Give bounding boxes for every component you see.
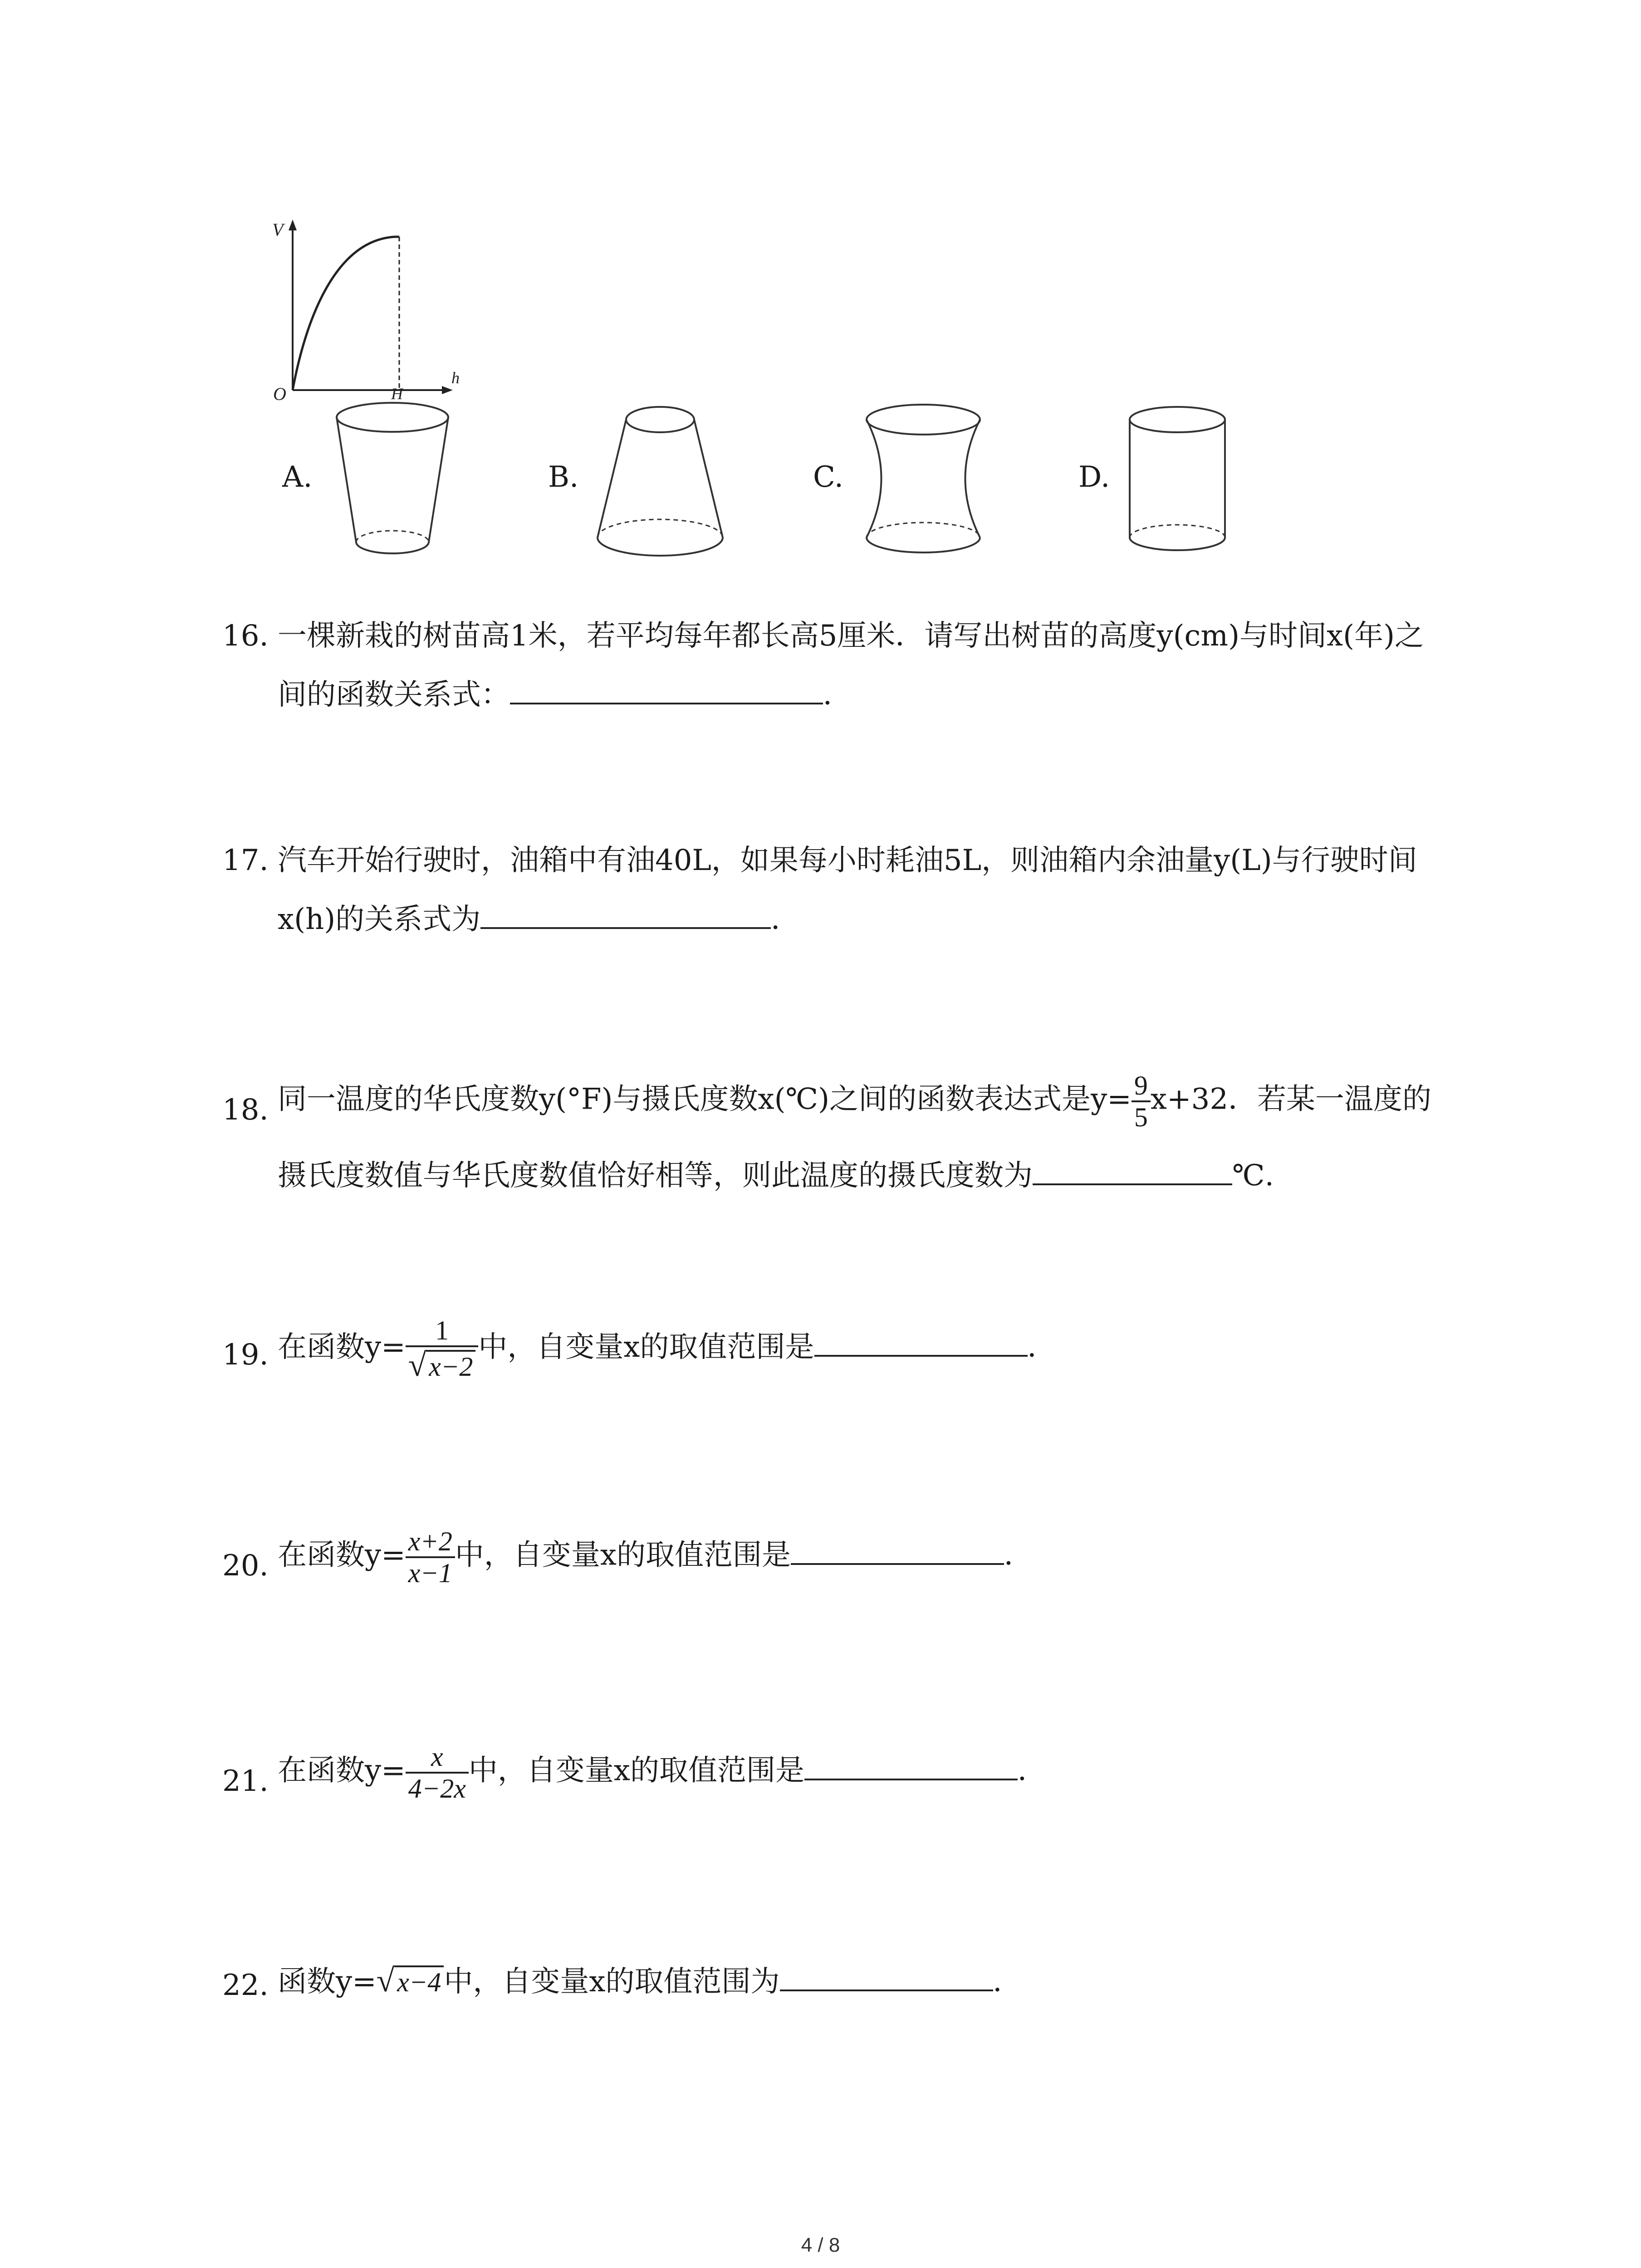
question-18-number: 18.: [222, 1093, 269, 1127]
question-17-end: ．: [771, 903, 800, 936]
question-19-radicand: x−2: [426, 1350, 475, 1382]
question-21-text-pre: 在函数y=: [278, 1754, 406, 1788]
question-20-fraction-denominator: x−1: [408, 1558, 452, 1588]
question-20-fraction: [406, 1526, 455, 1588]
question-16-line1: 一棵新栽的树苗高1米，若平均每年都长高5厘米．请写出树苗的高度y(cm)与时间x(年)之: [278, 619, 1424, 653]
question-22-answer-blank[interactable]: [780, 1986, 993, 1991]
question-19-line: [278, 1315, 1057, 1383]
question-19-fraction: [406, 1315, 479, 1383]
question-19-end: ．: [1027, 1330, 1057, 1364]
question-19-number: 19.: [222, 1338, 269, 1372]
container-a-icon: [327, 395, 458, 562]
question-21-fraction-denominator: 4−2x: [408, 1774, 466, 1804]
option-b-label: B.: [548, 460, 579, 494]
container-b-icon: [592, 395, 728, 562]
question-22-radical: √ x−4: [377, 1964, 444, 1997]
question-21-fraction: [406, 1742, 469, 1804]
question-20-text-post: 中，自变量x的取值范围是: [455, 1538, 791, 1572]
container-c-icon: [857, 395, 989, 562]
question-21-number: 21.: [222, 1765, 269, 1798]
page-number: 4 / 8: [801, 2234, 840, 2256]
volume-height-graph: [263, 213, 463, 404]
container-d-icon: [1123, 401, 1232, 556]
question-19-text-post: 中，自变量x的取值范围是: [478, 1330, 814, 1364]
question-18-fraction-denominator: 5: [1134, 1102, 1148, 1132]
question-18-text-b: x+32．若某一温度的: [1150, 1082, 1432, 1116]
question-18-end: ℃.: [1232, 1159, 1274, 1193]
question-18-text-a: 同一温度的华氏度数y(°F)与摄氏度数x(℃)之间的函数表达式是y=: [278, 1082, 1132, 1116]
question-17-line2: [278, 905, 800, 934]
question-18-line1: [278, 1070, 1431, 1132]
question-20-line: [278, 1526, 1033, 1588]
graph-origin-label: O: [273, 384, 286, 404]
question-20-text-pre: 在函数y=: [278, 1538, 406, 1572]
question-19-answer-blank[interactable]: [814, 1351, 1028, 1357]
question-18-answer-blank[interactable]: [1033, 1180, 1232, 1185]
question-19-text-pre: 在函数y=: [278, 1330, 406, 1364]
question-21-fraction-numerator: x: [406, 1742, 469, 1774]
question-16-end: ．: [823, 678, 852, 712]
option-c-label: C.: [813, 460, 844, 494]
question-21-end: ．: [1018, 1754, 1047, 1788]
question-17-text: x(h)的关系式为: [278, 903, 481, 936]
question-17-line1: 汽车开始行驶时，油箱中有油40L，如果每小时耗油5L，则油箱内余油量y(L)与行驶时间: [278, 844, 1417, 877]
question-22-text-post: 中，自变量x的取值范围为: [444, 1965, 780, 1999]
graph-y-label: V: [272, 220, 284, 240]
question-22-line: [278, 1964, 1022, 1997]
question-16-text: 间的函数关系式：: [278, 678, 510, 712]
question-19-radical: √ x−2: [408, 1347, 476, 1383]
question-20-number: 20.: [222, 1549, 269, 1583]
question-18-line2: [278, 1159, 1274, 1193]
question-16-answer-blank[interactable]: [510, 699, 823, 704]
question-16-number: 16.: [222, 619, 269, 653]
option-a-label: A.: [282, 460, 313, 494]
question-18-fraction: [1132, 1070, 1151, 1132]
question-18-fraction-numerator: 9: [1132, 1070, 1151, 1102]
question-16-line2: [278, 678, 852, 712]
question-20-fraction-numerator: x+2: [406, 1526, 455, 1558]
question-19-fraction-numerator: 1: [406, 1315, 479, 1347]
graph-x-label: h: [451, 369, 460, 387]
option-d-label: D.: [1078, 460, 1110, 494]
question-17-answer-blank[interactable]: [480, 924, 771, 929]
question-21-answer-blank[interactable]: [804, 1775, 1018, 1780]
question-21-text-post: 中，自变量x的取值范围是: [468, 1754, 804, 1788]
question-18-text: 摄氏度数值与华氏度数值恰好相等，则此温度的摄氏度数为: [278, 1159, 1033, 1193]
question-17-number: 17.: [222, 844, 269, 877]
question-20-end: ．: [1004, 1538, 1033, 1572]
question-22-end: ．: [993, 1965, 1022, 1999]
question-22-text-pre: 函数y=: [278, 1965, 377, 1999]
question-21-line: [278, 1742, 1047, 1804]
question-22-number: 22.: [222, 1969, 269, 2002]
graph-h-mark-label: H: [391, 385, 403, 403]
question-22-radicand: x−4: [394, 1965, 444, 1997]
question-20-answer-blank[interactable]: [791, 1559, 1004, 1565]
